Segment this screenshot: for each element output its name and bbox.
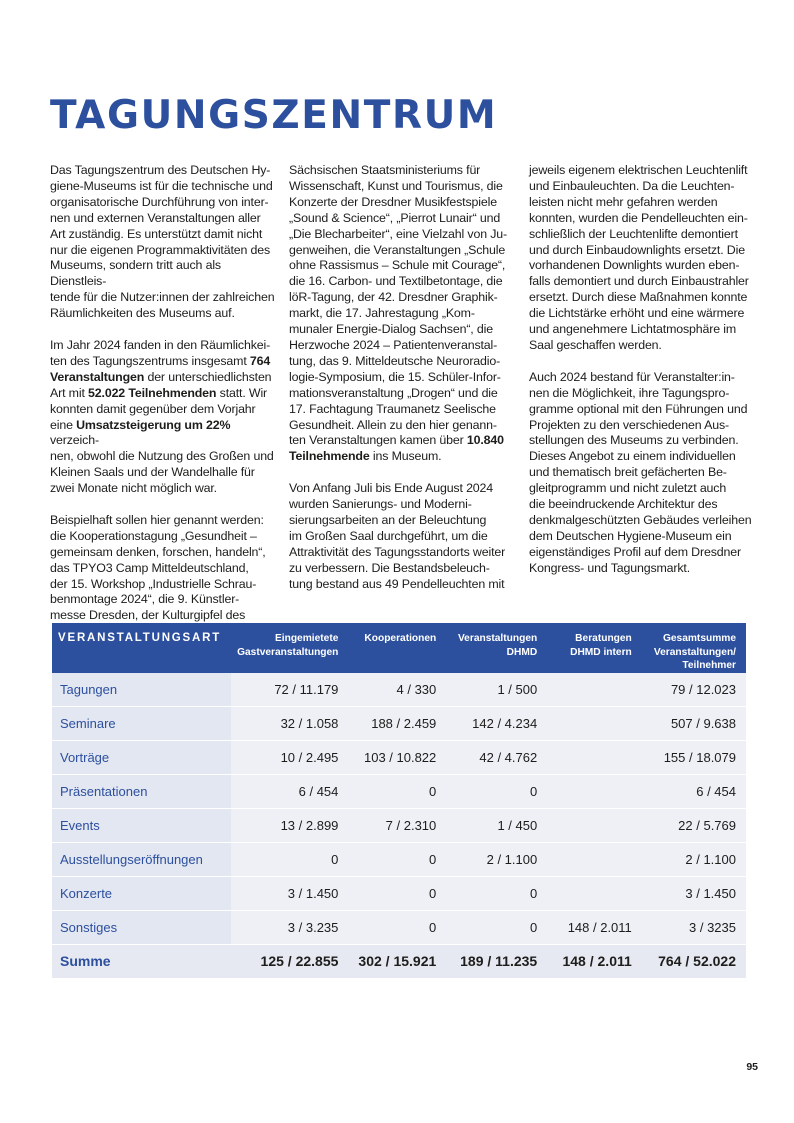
cell-cooperations: 0 — [348, 911, 446, 945]
cell-internal-consultations — [547, 741, 642, 775]
text-run: Das Tagungszentrum des Deutschen Hy- giene-Museums ist für die technische und organisatorische Durchführung von inter- nen und externen Veranstaltungen aller Art zuständig. Es unterstützt damit nicht nur die eigenen Programmaktivitäten des Museums, sondern tritt auch als Dienstleis- tende für die Nutzer:innen der zahlreichen Räumlichkeiten des Museums auf. Im Jahr 2024 fanden in den Räumlichkei- ten des Tagungszentrums insgesamt — [50, 163, 275, 368]
text-run: jeweils eigenem elektrischen Leuchtenlift und Einbauleuchten. Da die Leuchten- leisten nicht mehr gefahren werden konnten, wurden die Pendelleuchten ein- schließlich der Leuchtenlifte demontiert und durch Einbaudownlights ersetzt. Die vorhandenen Downlights wurden eben- falls demontiert und durch Einbaustrahler ersetzt. Durch diese Maßnahmen konnte die Lichtstärke erhöht und eine wärmere und angenehmere Lichtatmosphäre im Saal geschaffen werden. Auch 2024 bestand für Veranstalter:in- nen die Möglichkeit, ihre Tagungspro- gramme optional mit den Führungen und Projekten zu den verschiedenen Aus- stellungen des Museums zu verbinden. Dieses Angebot zu einem individuellen und thematisch breit gefächerten Be- gleitprogramm und nicht zuletzt auch die beeindruckende Architektur des denkmalgeschützten Gebäudes verleihen dem Deutschen Hygiene-Museum ein eigenständiges Profil auf dem Dresdner Kongress- und Tagungsmarkt. — [529, 163, 752, 575]
text-run: der unterschiedlichsten Art mit — [50, 369, 272, 400]
cell-cooperations: 0 — [348, 877, 446, 911]
bold-text-run: Umsatzsteigerung um 22% — [76, 417, 231, 432]
page-title: TAGUNGSZENTRUM — [50, 93, 498, 138]
header-total: Gesamtsumme Veranstaltungen/ Teilnehmer — [642, 623, 746, 673]
cell-cooperations: 4 / 330 — [348, 673, 446, 707]
cell-guest-events: 3 / 3.235 — [231, 911, 348, 945]
cell-total: 79 / 12.023 — [642, 673, 746, 707]
cell-event-type: Summe — [52, 945, 231, 979]
cell-event-type: Präsentationen — [52, 775, 231, 809]
cell-guest-events: 10 / 2.495 — [231, 741, 348, 775]
cell-dhmd-events: 0 — [446, 775, 547, 809]
cell-internal-consultations — [547, 877, 642, 911]
cell-dhmd-events: 1 / 500 — [446, 673, 547, 707]
page-number: 95 — [746, 1061, 758, 1073]
cell-internal-consultations: 148 / 2.011 — [547, 945, 642, 979]
header-event-type: VERANSTALTUNGSART — [52, 623, 231, 673]
cell-event-type: Sonstiges — [52, 911, 231, 945]
cell-total: 507 / 9.638 — [642, 707, 746, 741]
cell-event-type: Events — [52, 809, 231, 843]
cell-total: 764 / 52.022 — [642, 945, 746, 979]
cell-total: 3 / 1.450 — [642, 877, 746, 911]
cell-cooperations: 302 / 15.921 — [348, 945, 446, 979]
cell-internal-consultations — [547, 673, 642, 707]
cell-guest-events: 3 / 1.450 — [231, 877, 348, 911]
table-header-row — [52, 623, 746, 673]
cell-internal-consultations — [547, 809, 642, 843]
table-row — [52, 707, 746, 741]
text-run: statt. Wir konnten damit gegenüber dem Vorjahr eine — [50, 385, 268, 432]
cell-total: 3 / 3235 — [642, 911, 746, 945]
events-table — [52, 623, 746, 979]
cell-guest-events: 72 / 11.179 — [231, 673, 348, 707]
text-column-2 — [289, 163, 515, 592]
cell-dhmd-events: 0 — [446, 877, 547, 911]
cell-guest-events: 13 / 2.899 — [231, 809, 348, 843]
header-guest-events: Eingemietete Gastveranstaltungen — [231, 623, 348, 673]
cell-internal-consultations: 148 / 2.011 — [547, 911, 642, 945]
text-run: verzeich- nen, obwohl die Nutzung des Großen und Kleinen Saals und der Wandelhalle für zwei Monate nicht möglich war. Beispielhaft sollen hier genannt werden: die Kooperationstagung „Gesundheit – gemeinsam denken, forschen, handeln“, das TPYO3 Camp Mitteldeutschland, der 15. Workshop „Industrielle Schrau- benmontage 2024“, die 9. Künstler- messe Dresden, der Kulturgipfel des — [50, 433, 274, 623]
bold-text-run: 52.022 Teilnehmenden — [88, 385, 217, 400]
cell-internal-consultations — [547, 843, 642, 877]
cell-dhmd-events: 189 / 11.235 — [446, 945, 547, 979]
table-row — [52, 843, 746, 877]
bold-text-run: 764 Veranstaltungen — [50, 353, 271, 384]
text-column-3 — [529, 163, 755, 577]
cell-event-type: Tagungen — [52, 673, 231, 707]
cell-total: 22 / 5.769 — [642, 809, 746, 843]
cell-dhmd-events: 2 / 1.100 — [446, 843, 547, 877]
cell-internal-consultations — [547, 775, 642, 809]
cell-cooperations: 188 / 2.459 — [348, 707, 446, 741]
cell-dhmd-events: 142 / 4.234 — [446, 707, 547, 741]
cell-dhmd-events: 1 / 450 — [446, 809, 547, 843]
header-internal-consultations: Beratungen DHMD intern — [547, 623, 642, 673]
cell-event-type: Ausstellungseröffnungen — [52, 843, 231, 877]
cell-event-type: Konzerte — [52, 877, 231, 911]
text-run: Sächsischen Staatsministeriums für Wissenschaft, Kunst und Tourismus, die Konzerte der Dresdner Musikfestspiele „Sound & Science“, „Pierrot Lunair“ und „Die Blecharbeiter“, eine Vielzahl von Ju- genweihen, die Veranstaltungen „Schule ohne Rassismus – Schule mit Courage“, die 16. Carbon- und Textilbetontage, die löR-Tagung, der 42. Dresdner Graphik- markt, die 17. Jahrestagung „Kom- munaler Energie-Dialog Sachsen“, die Herzwoche 2024 – Patientenveranstal- tung, das 9. Mitteldeutsche Neuroradio- logie-Symposium, die 15. Schüler-Infor- mationsveranstaltung „Drogen“ und die 17. Fachtagung Traumanetz Seelische Gesundheit. Allein zu den hier genann- ten Veranstaltungen kamen über — [289, 163, 507, 448]
cell-total: 2 / 1.100 — [642, 843, 746, 877]
table-row — [52, 775, 746, 809]
cell-event-type: Vorträge — [52, 741, 231, 775]
text-run: ins Museum. Von Anfang Juli bis Ende August 2024 wurden Sanierungs- und Moderni- sierungsarbeiten an der Beleuchtung im Großen Saal durchgeführt, um die Attraktivität des Tagungsstandorts weiter zu verbessern. Die Bestandsbeleuch- tung bestand aus 49 Pendelleuchten mit — [289, 449, 506, 591]
cell-cooperations: 103 / 10.822 — [348, 741, 446, 775]
cell-cooperations: 7 / 2.310 — [348, 809, 446, 843]
cell-dhmd-events: 0 — [446, 911, 547, 945]
header-dhmd-events: Veranstaltungen DHMD — [446, 623, 547, 673]
cell-event-type: Seminare — [52, 707, 231, 741]
cell-guest-events: 125 / 22.855 — [231, 945, 348, 979]
table-row — [52, 673, 746, 707]
cell-dhmd-events: 42 / 4.762 — [446, 741, 547, 775]
header-cooperations: Kooperationen — [348, 623, 446, 673]
table-row — [52, 741, 746, 775]
table-row — [52, 911, 746, 945]
cell-total: 155 / 18.079 — [642, 741, 746, 775]
cell-guest-events: 0 — [231, 843, 348, 877]
cell-guest-events: 32 / 1.058 — [231, 707, 348, 741]
cell-cooperations: 0 — [348, 843, 446, 877]
bold-text-run: 10.840 Teilnehmende — [289, 433, 504, 464]
text-column-1 — [50, 163, 276, 624]
cell-internal-consultations — [547, 707, 642, 741]
table-row — [52, 877, 746, 911]
cell-cooperations: 0 — [348, 775, 446, 809]
table-row — [52, 809, 746, 843]
table-body — [52, 673, 746, 979]
table-sum-row — [52, 945, 746, 979]
cell-total: 6 / 454 — [642, 775, 746, 809]
cell-guest-events: 6 / 454 — [231, 775, 348, 809]
